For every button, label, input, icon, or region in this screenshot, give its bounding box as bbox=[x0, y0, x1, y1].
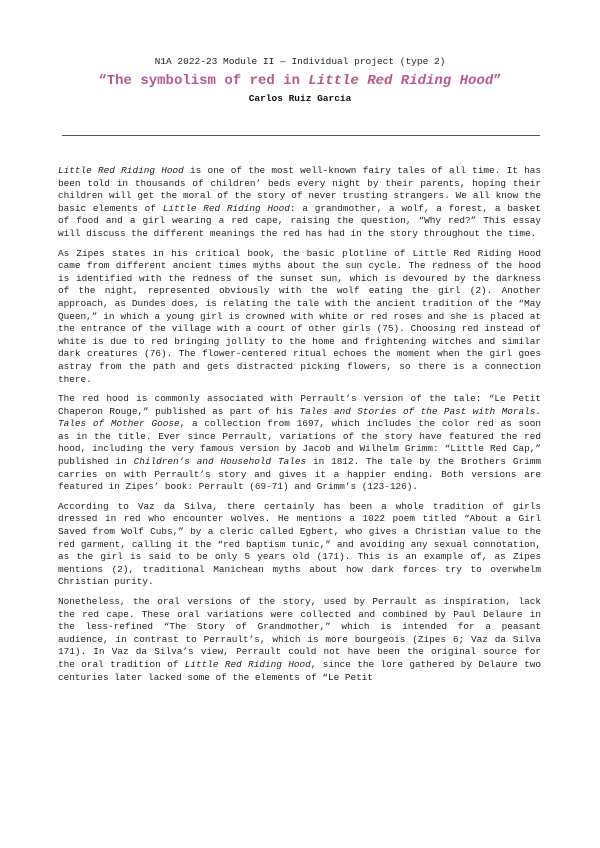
text-run: . bbox=[535, 405, 541, 417]
paragraph-1 bbox=[58, 165, 541, 241]
essay-body bbox=[58, 165, 541, 691]
italic-title: Tales of Mother Goose bbox=[58, 418, 180, 430]
title-close: ” bbox=[493, 73, 502, 89]
author-name: Carlos Ruiz García bbox=[248, 93, 352, 104]
text-run: Nonetheless, the oral versions of the story, used by Perrault as inspiration, lack the red cape. These oral variations were collected and combined by Paul Delaure in the less-refined “The Story of Grandmother,” which is intended for a peasant audience, in contrast to Perrault’s, which is more bourgeois (Zipes 6; Vaz da Silva 171). In Vaz da Silva’s view, Perrault could not have been the original source for the oral tradition of bbox=[58, 596, 541, 670]
text-run: : a grandmother, a wolf, a forest, a basket of food and a girl wearing a red cape, raising the question, “Why red?” This essay will discuss the different meanings the red has had in the story throughout the time. bbox=[58, 202, 541, 239]
document-header bbox=[0, 56, 600, 106]
text-run: in 1812. The tale by the Brothers Grimm carries on with Perrault’s story and gives it a happier ending. Both versions are featured in Zipes’ book: Perrault (69-71) and Grimm’s (123-126). bbox=[58, 456, 541, 493]
paragraph-3 bbox=[58, 393, 541, 494]
title-italic: Little Red Riding Hood bbox=[308, 73, 494, 89]
italic-title: Little Red Riding Hood bbox=[184, 658, 311, 670]
text-run: , since the lore gathered by Delaure two centuries later lacked some of the elements of “Le Petit bbox=[58, 658, 541, 683]
paragraph-5 bbox=[58, 596, 541, 684]
italic-title: Tales and Stories of the Past with Morals bbox=[299, 405, 536, 417]
header-divider bbox=[62, 135, 540, 136]
text-run: , a collection from 1697, which includes the color red as soon as in the title. Ever since Perrault, variations of the story have featured the red hood, including the very famous version by Jacob and Wilhelm Grimm: “Little Red Cap,” published in bbox=[58, 418, 541, 468]
essay-title bbox=[0, 72, 600, 90]
italic-title: Children’s and Household Tales bbox=[133, 456, 307, 468]
italic-title: Little Red Riding Hood bbox=[162, 202, 290, 214]
text-run: is one of the most well-known fairy tales of all time. It has been told in thousands of children’ beds every night by their parents, hoping their children will get the moral of the story of never trusting strangers. We all know the basic elements of bbox=[58, 165, 541, 214]
text-run: The red hood is commonly associated with Perrault’s version of the tale: “Le Petit Chaperon Rouge,” published as part of his bbox=[58, 393, 541, 417]
italic-title: Little Red Riding Hood bbox=[58, 165, 184, 176]
title-open: “The symbolism of red in bbox=[98, 73, 309, 89]
paragraph-4: According to Vaz da Silva, there certainly has been a whole tradition of girls dressed in red who encounter wolves. He mentions a 1022 poem titled “About a Girl Saved from Wolf Cubs,” by a cleric called Egbert, who gives a Christian value to the red garment, calling it the “red baptism tunic,” and avoiding any sexual connotation, as the girl is said to be only 5 years old (171). This is an example of, as Zipes mentions (2), traditional Manichean myths about how dark forces try to overwhelm Christian purity. bbox=[58, 500, 541, 588]
course-line: N1A 2022-23 Module II — Individual project (type 2) bbox=[154, 56, 446, 67]
paragraph-2: As Zipes states in his critical book, the basic plotline of Little Red Riding Hood came from different ancient times myths about the sun cycle. The redness of the hood is identified with the redness of the sunset sun, which is devoured by the darkness of the night, represented obviously with the wolf eating the girl (2). Another approach, as Dundes does, is relating the tale with the ancient tradition of the “May Queen,” in which a young girl is crowned with white or red roses and she is placed at the entrance of the village with a court of other girls (75). Choosing red instead of white is due to red bringing jollity to the home and frightening witches and similar dark creatures (76). The flower-centered ritual echoes the moment when the girl goes astray from the path and gets distracted picking flowers, so there is a connection there. bbox=[58, 247, 541, 385]
